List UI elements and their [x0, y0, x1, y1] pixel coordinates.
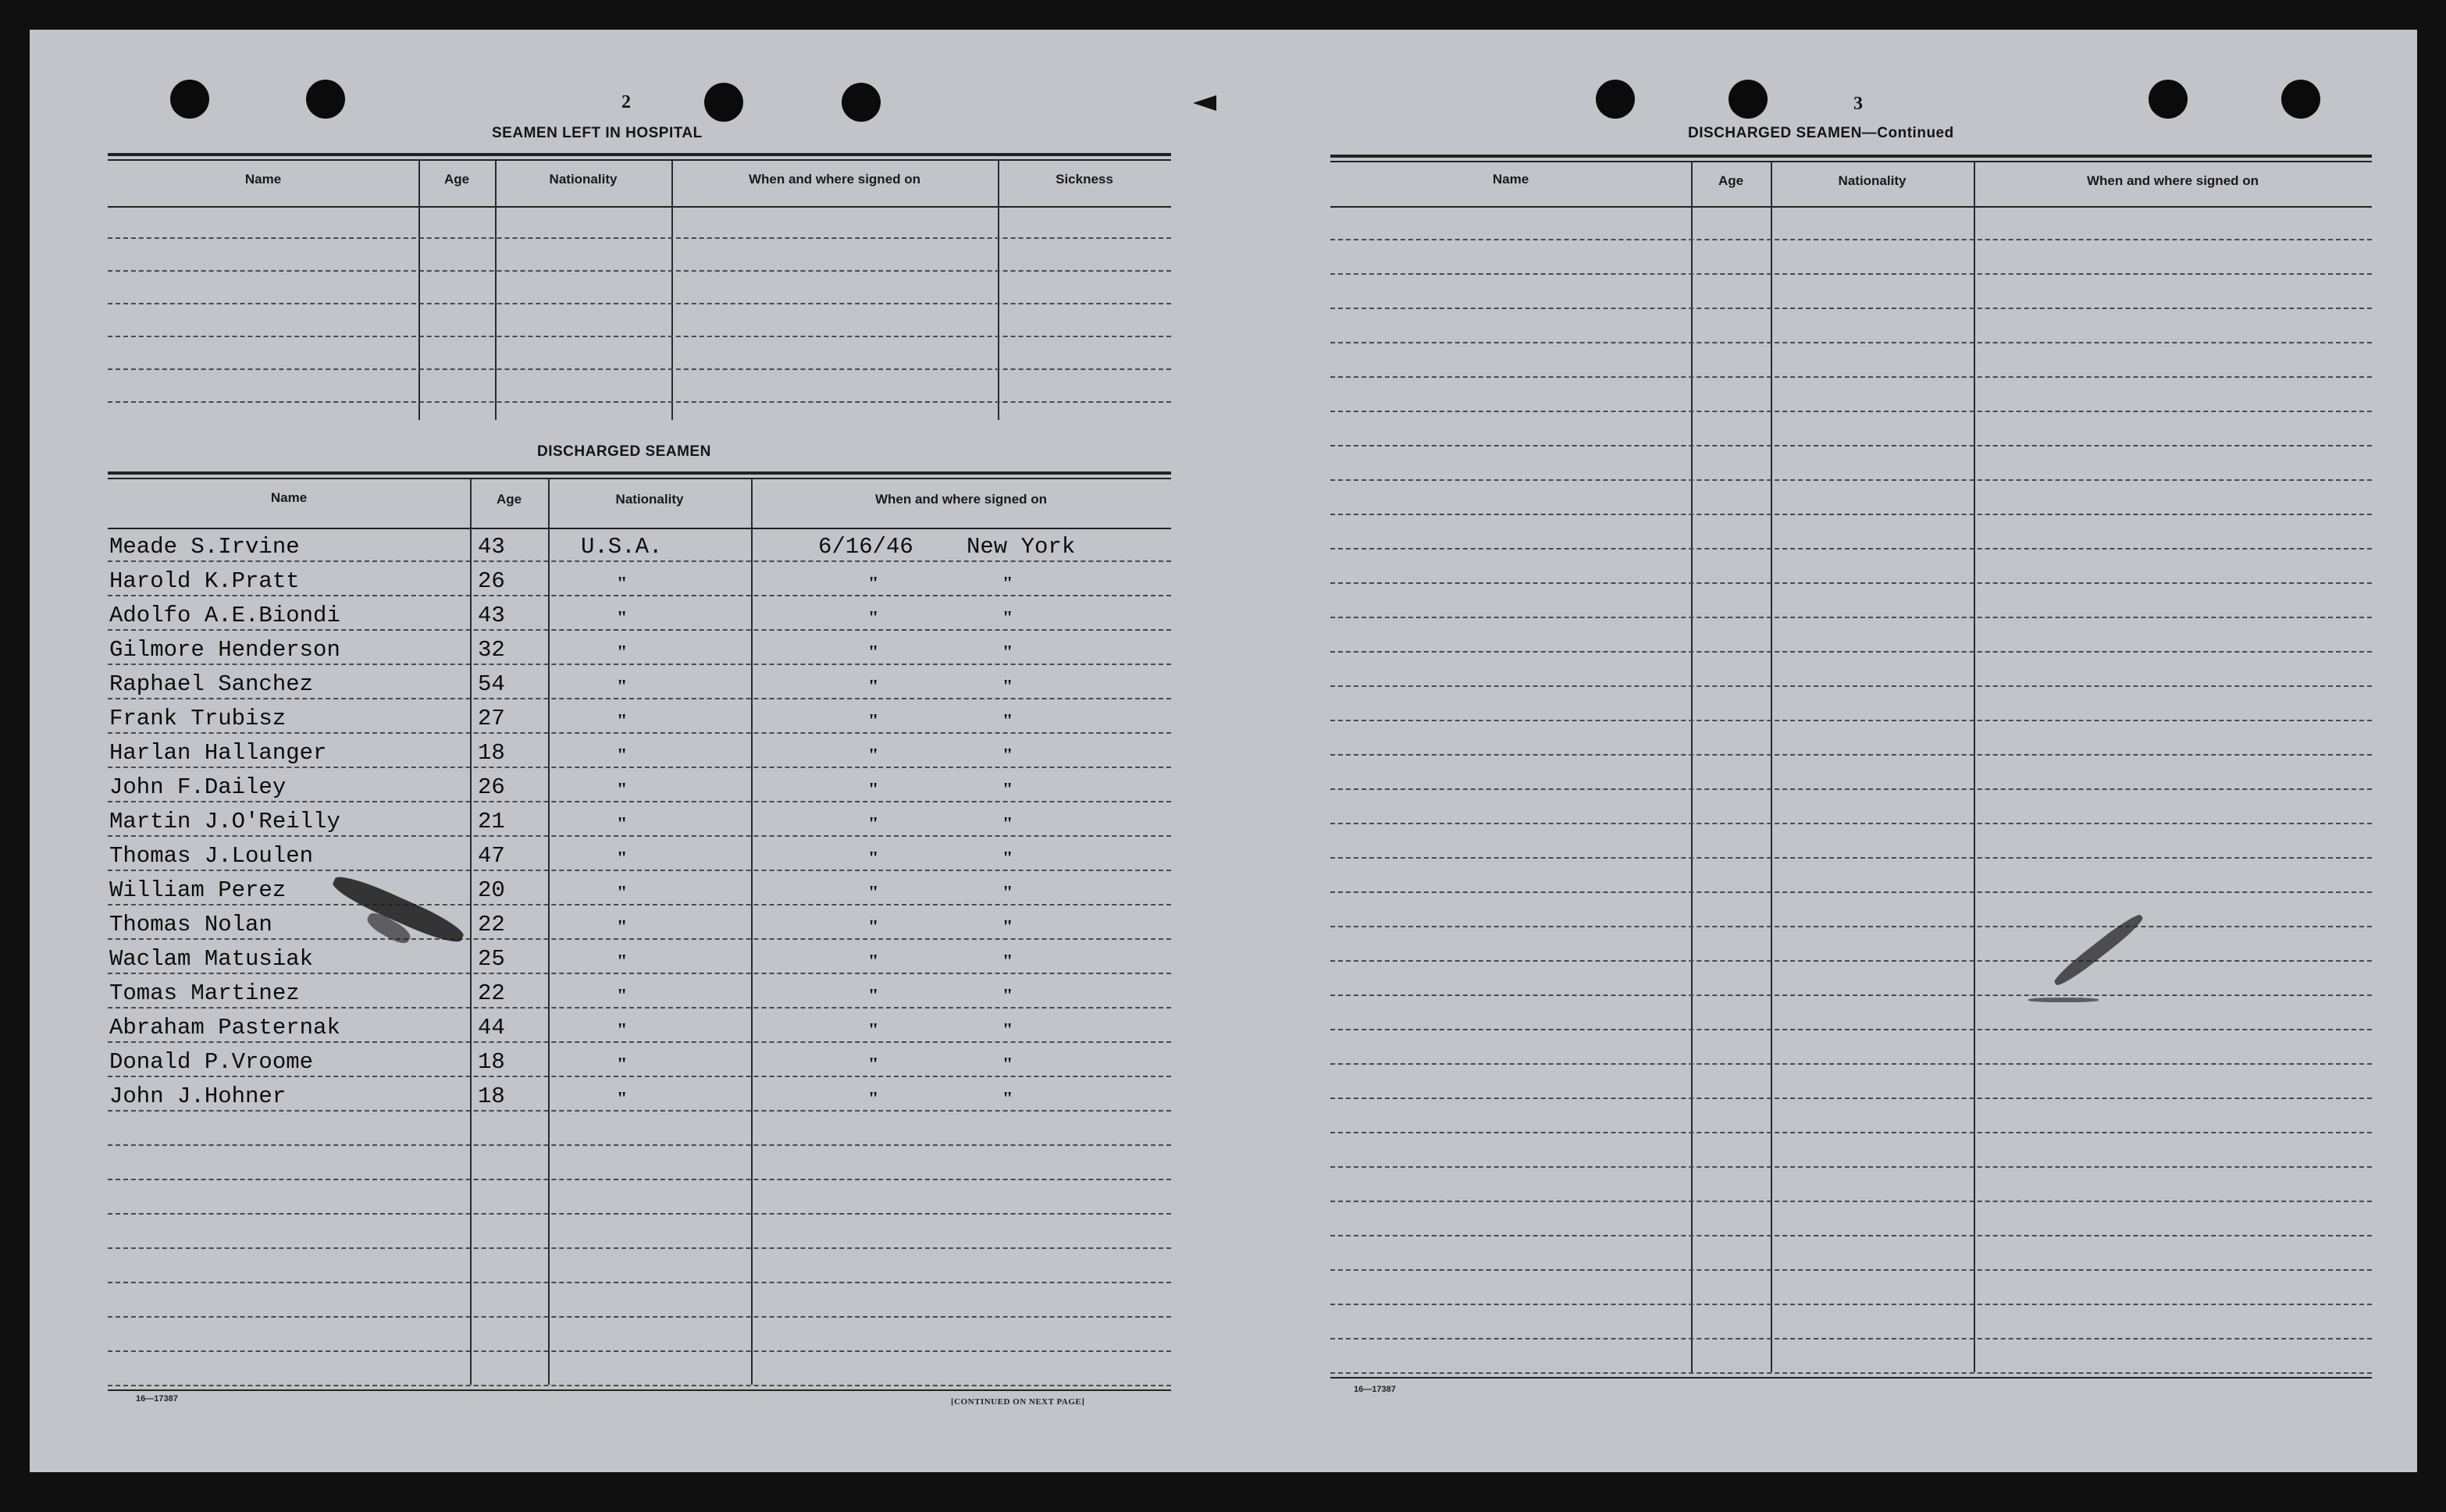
- row-rule: [1330, 342, 2372, 343]
- table-rule: [108, 528, 1171, 529]
- seaman-age: 44: [478, 1015, 505, 1041]
- table-row: [30, 913, 1201, 945]
- table-row: [30, 845, 1201, 876]
- seaman-name: Raphael Sanchez: [109, 671, 314, 697]
- form-code: 16—17387: [1354, 1385, 1396, 1394]
- signed-on-place: ": [1002, 1089, 1013, 1109]
- col-header-age: Age: [496, 492, 522, 507]
- form-code: 16—17387: [136, 1394, 178, 1403]
- row-rule: [1330, 1063, 2372, 1065]
- row-rule: [1330, 1269, 2372, 1271]
- row-rule: [108, 237, 1171, 239]
- signed-on-date: 6/16/46: [818, 534, 913, 560]
- seaman-name: Waclam Matusiak: [109, 946, 314, 972]
- seaman-name: John J.Hohner: [109, 1083, 287, 1109]
- seaman-nationality: ": [617, 574, 628, 594]
- seaman-nationality: ": [617, 1089, 628, 1109]
- seaman-nationality: ": [617, 883, 628, 903]
- table-row: [30, 776, 1201, 807]
- table-row: [30, 982, 1201, 1013]
- row-rule: [1330, 445, 2372, 446]
- row-rule: [1330, 308, 2372, 309]
- table-row: [30, 948, 1201, 979]
- continued-note: [CONTINUED ON NEXT PAGE]: [951, 1397, 1085, 1407]
- table-row: [30, 742, 1201, 773]
- seaman-nationality: ": [617, 1020, 628, 1041]
- row-rule: [1330, 239, 2372, 240]
- seaman-age: 21: [478, 809, 505, 834]
- col-header-nationality: Nationality: [549, 172, 618, 187]
- table-rule: [108, 478, 1171, 479]
- seaman-age: 26: [478, 774, 505, 800]
- row-rule: [1330, 960, 2372, 962]
- table-row: [30, 707, 1201, 738]
- discharged-continued-title: DISCHARGED SEAMEN—Continued: [1688, 125, 1954, 141]
- seaman-name: Tomas Martinez: [109, 980, 300, 1006]
- seaman-name: Gilmore Henderson: [109, 637, 340, 663]
- row-rule: [1330, 411, 2372, 412]
- col-header-name: Name: [1492, 172, 1529, 187]
- col-header-name: Name: [244, 172, 282, 187]
- seaman-age: 43: [478, 534, 505, 560]
- seaman-name: Abraham Pasternak: [109, 1015, 340, 1041]
- signed-on-date: ": [868, 917, 879, 937]
- table-row: [30, 673, 1201, 704]
- seaman-name: Thomas J.Loulen: [109, 843, 314, 869]
- table-row: [30, 810, 1201, 841]
- signed-on-place: ": [1002, 848, 1013, 869]
- hospital-section-title: SEAMEN LEFT IN HOSPITAL: [492, 125, 703, 141]
- column-divider: [671, 159, 673, 420]
- punch-hole: [1596, 80, 1635, 119]
- row-rule: [108, 368, 1171, 370]
- seaman-nationality: ": [617, 986, 628, 1006]
- ink-smudge: [2028, 998, 2099, 1002]
- row-rule: [108, 336, 1171, 337]
- row-rule: [1330, 548, 2372, 550]
- row-rule: [108, 303, 1171, 304]
- col-header-signed-on: When and where signed on: [2086, 173, 2259, 188]
- row-rule: [1330, 823, 2372, 824]
- punch-hole: [2149, 80, 2188, 119]
- table-rule: [1330, 161, 2372, 162]
- seaman-nationality: ": [617, 677, 628, 697]
- row-rule: [1330, 994, 2372, 996]
- col-header-age: Age: [443, 172, 470, 187]
- seaman-age: 54: [478, 671, 505, 697]
- row-rule: [1330, 1338, 2372, 1339]
- table-row: [30, 1051, 1201, 1082]
- seaman-name: Martin J.O'Reilly: [109, 809, 340, 834]
- signed-on-place: ": [1002, 917, 1013, 937]
- signed-on-place: ": [1002, 711, 1013, 731]
- signed-on-date: ": [868, 848, 879, 869]
- seaman-nationality: U.S.A.: [581, 534, 663, 560]
- signed-on-place: ": [1002, 642, 1013, 663]
- row-rule: [108, 401, 1171, 403]
- row-rule: [1330, 1029, 2372, 1030]
- row-rule: [1330, 376, 2372, 378]
- signed-on-place: ": [1002, 1020, 1013, 1041]
- row-rule: [108, 1282, 1171, 1283]
- signed-on-place: ": [1002, 677, 1013, 697]
- seaman-age: 32: [478, 637, 505, 663]
- seaman-age: 43: [478, 603, 505, 628]
- table-row: [30, 604, 1201, 635]
- row-rule: [1330, 891, 2372, 893]
- signed-on-place: ": [1002, 952, 1013, 972]
- seaman-nationality: ": [617, 1055, 628, 1075]
- seaman-nationality: ": [617, 745, 628, 766]
- column-divider: [418, 159, 420, 420]
- table-rule: [108, 471, 1171, 475]
- seaman-age: 26: [478, 568, 505, 594]
- row-rule: [1330, 1235, 2372, 1236]
- document-sheet: [30, 30, 2417, 1472]
- row-rule: [1330, 857, 2372, 859]
- col-header-age: Age: [1718, 173, 1744, 188]
- row-rule: [1330, 1201, 2372, 1202]
- seaman-age: 22: [478, 912, 505, 937]
- row-rule: [108, 1247, 1171, 1249]
- punch-hole: [704, 83, 743, 122]
- signed-on-date: ": [868, 711, 879, 731]
- signed-on-place: ": [1002, 745, 1013, 766]
- table-row: [30, 570, 1201, 601]
- seaman-name: Meade S.Irvine: [109, 534, 300, 560]
- signed-on-date: ": [868, 1055, 879, 1075]
- seaman-age: 47: [478, 843, 505, 869]
- table-rule: [108, 206, 1171, 208]
- seaman-name: Thomas Nolan: [109, 912, 272, 937]
- seaman-nationality: ": [617, 848, 628, 869]
- seaman-nationality: ": [617, 780, 628, 800]
- seaman-nationality: ": [617, 711, 628, 731]
- seaman-age: 18: [478, 1049, 505, 1075]
- seaman-nationality: ": [617, 952, 628, 972]
- page-number: 2: [621, 92, 631, 112]
- seaman-nationality: ": [617, 814, 628, 834]
- table-row: [30, 535, 1201, 567]
- signed-on-date: ": [868, 608, 879, 628]
- signed-on-date: ": [868, 677, 879, 697]
- row-rule: [1330, 788, 2372, 790]
- col-header-nationality: Nationality: [1838, 173, 1907, 188]
- arrow-mark: [1193, 95, 1216, 111]
- seaman-nationality: ": [617, 608, 628, 628]
- seaman-name: Adolfo A.E.Biondi: [109, 603, 340, 628]
- col-header-nationality: Nationality: [615, 492, 684, 507]
- row-rule: [1330, 1166, 2372, 1168]
- signed-on-date: ": [868, 642, 879, 663]
- row-rule: [1330, 514, 2372, 515]
- signed-on-date: ": [868, 745, 879, 766]
- row-rule: [108, 1385, 1171, 1386]
- seaman-nationality: ": [617, 917, 628, 937]
- row-rule: [108, 1213, 1171, 1215]
- seaman-name: William Perez: [109, 877, 287, 903]
- ink-smudge: [2051, 911, 2145, 989]
- table-row: [30, 1016, 1201, 1048]
- row-rule: [1330, 1304, 2372, 1305]
- signed-on-place: ": [1002, 986, 1013, 1006]
- punch-hole: [2281, 80, 2320, 119]
- row-rule: [108, 1144, 1171, 1146]
- row-rule: [108, 1350, 1171, 1352]
- seaman-age: 22: [478, 980, 505, 1006]
- signed-on-date: ": [868, 952, 879, 972]
- signed-on-place: ": [1002, 574, 1013, 594]
- row-rule: [1330, 617, 2372, 618]
- seaman-name: Harlan Hallanger: [109, 740, 327, 766]
- row-rule: [1330, 685, 2372, 687]
- signed-on-place: New York: [967, 534, 1076, 560]
- signed-on-date: ": [868, 780, 879, 800]
- row-rule: [1330, 479, 2372, 481]
- row-rule: [108, 270, 1171, 272]
- seaman-age: 27: [478, 706, 505, 731]
- seaman-name: Frank Trubisz: [109, 706, 287, 731]
- table-row: [30, 639, 1201, 670]
- signed-on-place: ": [1002, 1055, 1013, 1075]
- right-page: [1232, 30, 2417, 1472]
- col-header-sickness: Sickness: [1056, 172, 1113, 187]
- row-rule: [1330, 1372, 2372, 1374]
- row-rule: [1330, 1098, 2372, 1099]
- table-rule: [108, 153, 1171, 156]
- left-page: [30, 30, 1201, 1472]
- row-rule: [1330, 651, 2372, 653]
- table-rule: [108, 1389, 1171, 1391]
- seaman-age: 25: [478, 946, 505, 972]
- table-rule: [1330, 155, 2372, 158]
- signed-on-date: ": [868, 986, 879, 1006]
- row-rule: [108, 1179, 1171, 1180]
- table-row: [30, 1085, 1201, 1116]
- signed-on-date: ": [868, 1089, 879, 1109]
- row-rule: [1330, 720, 2372, 721]
- col-header-signed-on: When and where signed on: [874, 492, 1048, 507]
- seaman-age: 18: [478, 1083, 505, 1109]
- table-rule: [1330, 206, 2372, 208]
- seaman-name: Donald P.Vroome: [109, 1049, 314, 1075]
- row-rule: [1330, 926, 2372, 927]
- seaman-name: John F.Dailey: [109, 774, 287, 800]
- row-rule: [1330, 582, 2372, 584]
- column-divider: [495, 159, 497, 420]
- column-divider: [998, 159, 999, 420]
- signed-on-place: ": [1002, 608, 1013, 628]
- col-header-name: Name: [270, 490, 308, 505]
- punch-hole: [1729, 80, 1768, 119]
- seaman-age: 20: [478, 877, 505, 903]
- row-rule: [108, 1316, 1171, 1318]
- table-row: [30, 879, 1201, 910]
- signed-on-place: ": [1002, 814, 1013, 834]
- row-rule: [1330, 273, 2372, 275]
- signed-on-date: ": [868, 574, 879, 594]
- table-rule: [1330, 1377, 2372, 1379]
- row-rule: [1330, 754, 2372, 756]
- signed-on-date: ": [868, 814, 879, 834]
- table-rule: [108, 159, 1171, 161]
- punch-hole: [306, 80, 345, 119]
- page-number: 3: [1853, 94, 1863, 114]
- signed-on-place: ": [1002, 780, 1013, 800]
- seaman-name: Harold K.Pratt: [109, 568, 300, 594]
- signed-on-place: ": [1002, 883, 1013, 903]
- seaman-age: 18: [478, 740, 505, 766]
- punch-hole: [170, 80, 209, 119]
- punch-hole: [842, 83, 881, 122]
- discharged-section-title: DISCHARGED SEAMEN: [537, 443, 711, 460]
- signed-on-date: ": [868, 1020, 879, 1041]
- row-rule: [1330, 1132, 2372, 1133]
- col-header-signed-on: When and where signed on: [748, 172, 921, 187]
- seaman-nationality: ": [617, 642, 628, 663]
- signed-on-date: ": [868, 883, 879, 903]
